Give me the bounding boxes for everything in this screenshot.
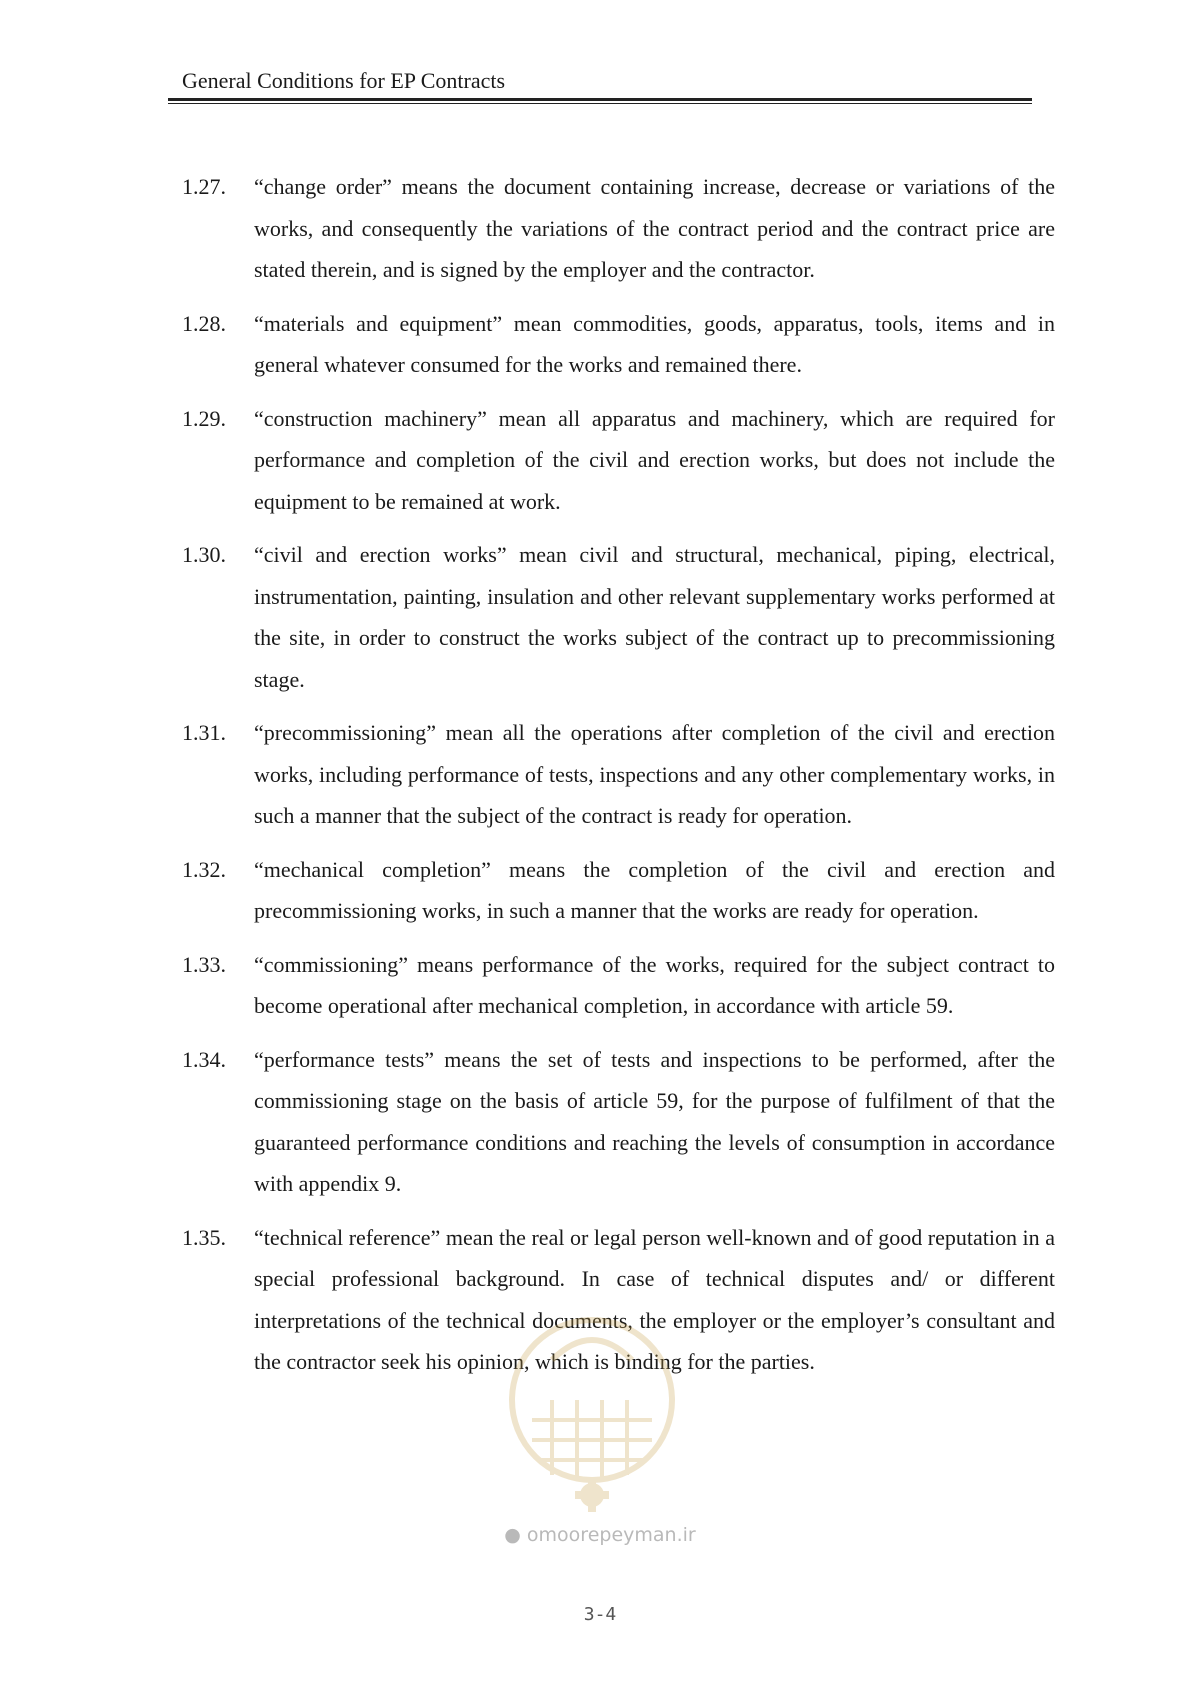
clause-text: “commissioning” means performance of the works, required for the subject contract to become operational after mechanical completion, in accordance with article 59.: [254, 951, 1055, 1018]
clause-number: 1.33.: [182, 951, 226, 977]
clause-text: “materials and equipment” mean commodities, goods, apparatus, tools, items and in general whatever consumed for the works and remained there.: [254, 310, 1055, 377]
clause-number: 1.28.: [182, 310, 226, 336]
clause-1-27: [182, 166, 1055, 291]
clause-number: 1.35.: [182, 1224, 226, 1250]
clause-text: “mechanical completion” means the completion of the civil and erection and precommissioning works, in such a manner that the works are ready for operation.: [254, 856, 1055, 923]
clause-1-29: [182, 398, 1055, 523]
watermark-url: [500, 1524, 700, 1546]
page-header: [168, 68, 1032, 104]
page-number: 3-4: [583, 1604, 617, 1625]
clause-number: 1.34.: [182, 1046, 226, 1072]
clause-number: 1.31.: [182, 720, 226, 745]
clause-number: 1.27.: [182, 174, 226, 199]
clause-text: “construction machinery” mean all apparatus and machinery, which are required for performance and completion of the civil and erection works, but does not include the equipment to be remained at work.: [254, 405, 1055, 514]
watermark-logo: [482, 1290, 702, 1530]
definitions-list: [182, 166, 1055, 1395]
watermark-url-text: omoorepeyman.ir: [526, 1524, 696, 1546]
header-rule-thick: [168, 98, 1032, 101]
clause-1-32: [182, 849, 1055, 932]
clause-text: “precommissioning” mean all the operations after completion of the civil and erection works, including performance of tests, inspections and any other complementary works, in such a manner that the subject of the contract is ready for operation.: [254, 720, 1055, 828]
clause-1-33: [182, 944, 1055, 1027]
clause-text: “civil and erection works” mean civil and structural, mechanical, piping, electrical, instrumentation, painting, insulation and other relevant supplementary works performed at the site, in order to construct the works subject of the contract up to precommissioning stage.: [254, 542, 1055, 692]
watermark-arc: [552, 1340, 632, 1360]
clause-1-31: [182, 712, 1055, 837]
gear-icon: [575, 1478, 609, 1512]
clause-text: “change order” means the document containing increase, decrease or variations of the works, and consequently the variations of the contract period and the contract price are stated therein, and is signed by the employer and the contractor.: [254, 174, 1055, 282]
clause-number: 1.32.: [182, 856, 226, 882]
clause-1-34: [182, 1039, 1055, 1205]
clause-1-28: [182, 303, 1055, 386]
clause-text: “technical reference” mean the real or legal person well-known and of good reputation in a special professional background. In case of technical disputes and/ or different interpretations of the technical documents, the employer or the employer’s consultant and the contractor seek his opinion, which is binding for the parties.: [254, 1224, 1055, 1374]
watermark-ring: [512, 1320, 672, 1480]
clause-text: “performance tests” means the set of tests and inspections to be performed, after the commissioning stage on the basis of article 59, for the purpose of fulfilment of that the guaranteed performance conditions and reaching the levels of consumption in accordance with appendix 9.: [254, 1046, 1055, 1196]
globe-icon: ●: [504, 1524, 521, 1546]
header-rule-thin: [168, 103, 1032, 104]
document-title: General Conditions for EP Contracts: [182, 68, 506, 93]
clause-1-30: [182, 534, 1055, 700]
clause-number: 1.29.: [182, 405, 226, 431]
clause-number: 1.30.: [182, 542, 226, 567]
